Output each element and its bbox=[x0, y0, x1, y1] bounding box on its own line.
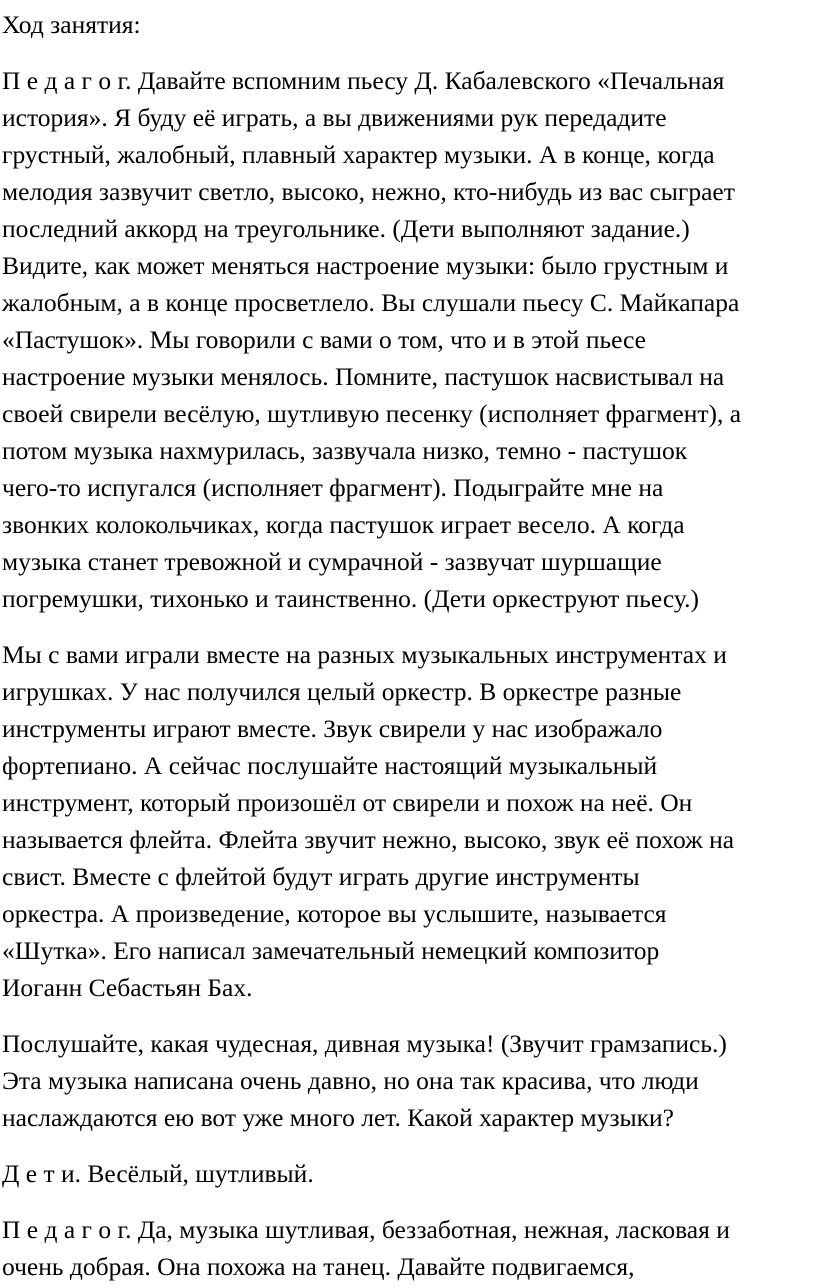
text-line: последний аккорд на треугольнике. (Дети выполняют задание.) bbox=[2, 214, 690, 243]
text-line: «Пастушок». Мы говорили с вами о том, что и в этой пьесе bbox=[2, 325, 646, 354]
text-line: Эта музыка написана очень давно, но она так красива, что люди bbox=[2, 1066, 699, 1095]
text-line: жалобным, а в конце просветлело. Вы слушали пьесу С. Майкапара bbox=[2, 288, 740, 317]
paragraph-children-answer bbox=[2, 1155, 806, 1192]
text-line: своей свирели весёлую, шутливую песенку (исполняет фрагмент), а bbox=[2, 399, 742, 428]
text-line: Мы с вами играли вместе на разных музыкальных инструментах и bbox=[2, 640, 727, 669]
text-line: П е д а г о г. Давайте вспомним пьесу Д. Кабалевского «Печальная bbox=[2, 66, 725, 95]
text-line: «Шутка». Его написал замечательный немецкий композитор bbox=[2, 936, 660, 965]
text-line: оркестра. А произведение, которое вы услышите, называется bbox=[2, 899, 667, 928]
text-line: игрушках. У нас получился целый оркестр. В оркестре разные bbox=[2, 677, 682, 706]
text-line: Послушайте, какая чудесная, дивная музыка! (Звучит грамзапись.) bbox=[2, 1029, 727, 1058]
text-line: история». Я буду её играть, а вы движениями рук передадите bbox=[2, 103, 667, 132]
text-line: инструменты играют вместе. Звук свирели у нас изображало bbox=[2, 714, 663, 743]
text-line: потом музыка нахмурилась, зазвучала низко, темно - пастушок bbox=[2, 436, 688, 465]
text-line: свист. Вместе с флейтой будут играть другие инструменты bbox=[2, 862, 640, 891]
text-line: мелодия зазвучит светло, высоко, нежно, кто-нибудь из вас сыграет bbox=[2, 177, 735, 206]
text-line: Д е т и. Весёлый, шутливый. bbox=[2, 1159, 314, 1188]
text-line: грустный, жалобный, плавный характер музыки. А в конце, когда bbox=[2, 140, 715, 169]
paragraph-pedagogue-intro bbox=[2, 62, 806, 617]
text-line: звонких колокольчиках, когда пастушок играет весело. А когда bbox=[2, 510, 685, 539]
paragraph-gap bbox=[2, 1192, 806, 1211]
text-line: погремушки, тихонько и таинственно. (Дети оркеструют пьесу.) bbox=[2, 584, 699, 613]
paragraph-orchestra bbox=[2, 636, 806, 1006]
text-line: чего-то испугался (исполняет фрагмент). Подыграйте мне на bbox=[2, 473, 664, 502]
text-line: называется флейта. Флейта звучит нежно, высоко, звук её похож на bbox=[2, 825, 735, 854]
text-line: очень добрая. Она похожа на танец. Давайте подвигаемся, bbox=[2, 1252, 635, 1281]
text-line: наслаждаются ею вот уже много лет. Какой характер музыки? bbox=[2, 1103, 675, 1132]
paragraph-pedagogue-dance bbox=[2, 1211, 806, 1285]
paragraph-listening bbox=[2, 1025, 806, 1136]
text-line: настроение музыки менялось. Помните, пастушок насвистывал на bbox=[2, 362, 725, 391]
text-line: музыка станет тревожной и сумрачной - зазвучат шуршащие bbox=[2, 547, 662, 576]
text-line: Видите, как может меняться настроение музыки: было грустным и bbox=[2, 251, 729, 280]
section-heading: Ход занятия: bbox=[2, 10, 141, 39]
paragraph-gap bbox=[2, 1006, 806, 1025]
text-line: Иоганн Себастьян Бах. bbox=[2, 973, 253, 1002]
paragraph-gap bbox=[2, 43, 806, 62]
text-line: инструмент, который произошёл от свирели и похож на неё. Он bbox=[2, 788, 693, 817]
text-line: П е д а г о г. Да, музыка шутливая, беззаботная, нежная, ласковая и bbox=[2, 1215, 730, 1244]
text-line: фортепиано. А сейчас послушайте настоящий музыкальный bbox=[2, 751, 658, 780]
paragraph-gap bbox=[2, 617, 806, 636]
paragraph-gap bbox=[2, 1136, 806, 1155]
